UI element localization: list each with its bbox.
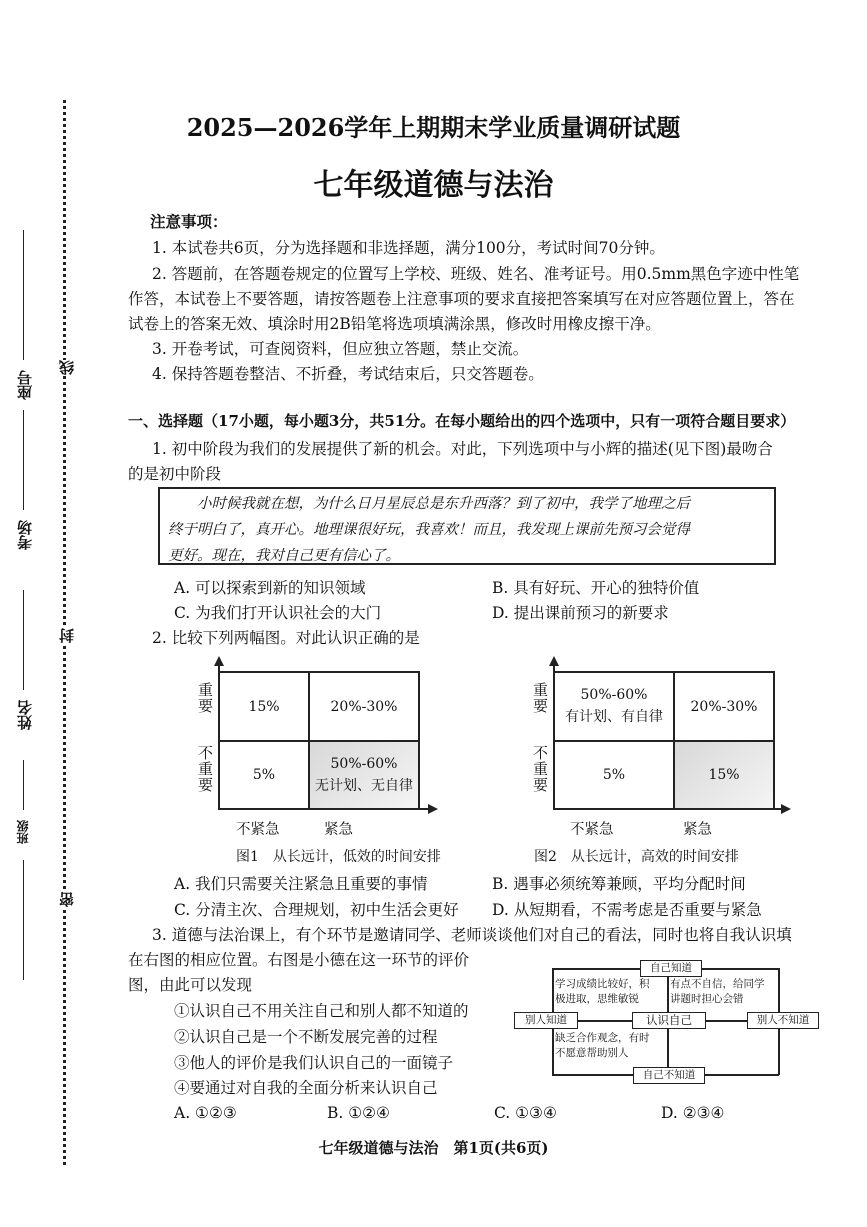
q3-stem: 3. 道德与法治课上，有个环节是邀请同学、老师谈谈他们对自己的看法，同时也将自我认识填 bbox=[152, 926, 792, 944]
fig1-y-label-unimportant: 不重要 bbox=[196, 745, 214, 793]
fig2-x-label-urgent: 紧急 bbox=[683, 822, 712, 838]
johari-text: 有点不自信，给同学 bbox=[670, 978, 765, 990]
fig2-y-label-unimportant: 不重要 bbox=[531, 745, 549, 793]
notice-heading: 注意事项： bbox=[150, 212, 228, 231]
name-label: 姓名 bbox=[16, 700, 34, 730]
fig1-matrix bbox=[218, 671, 420, 810]
fig2-cell: 5% bbox=[554, 741, 674, 809]
fig2-x-arrow bbox=[781, 804, 791, 814]
q3-statement-1: ①认识自己不用关注自己和别人都不知道的 bbox=[174, 1002, 469, 1020]
q3-statement-3: ③他人的评价是我们认识自己的一面镜子 bbox=[174, 1054, 454, 1072]
q3-stem-cont: 图，由此可以发现 bbox=[128, 976, 253, 994]
fig1-cell-text: 无计划、无自律 bbox=[315, 777, 413, 794]
fig2-cell-text: 50%-60% bbox=[580, 687, 648, 703]
page-footer: 七年级道德与法治 第1页(共6页) bbox=[318, 1139, 549, 1157]
seat-label: 座号 bbox=[16, 370, 34, 400]
q3-statement-4: ④要通过对自我的全面分析来认识自己 bbox=[174, 1079, 438, 1097]
notice-item: 3. 开卷考试，可查阅资料，但应独立答题，禁止交流。 bbox=[152, 340, 529, 358]
q1-option-d[interactable]: D. 提出课前预习的新要求 bbox=[492, 604, 669, 622]
notice-item: 4. 保持答题卷整洁、不折叠，考试结束后，只交答题卷。 bbox=[152, 365, 544, 383]
class-label: 班级 bbox=[16, 820, 30, 844]
johari-text: 讲题时担心会错 bbox=[670, 993, 744, 1005]
subject-title: 七年级道德与法治 bbox=[313, 168, 554, 203]
fig1-caption: 图1 从长远计，低效的时间安排 bbox=[236, 849, 441, 865]
johari-text: 缺乏合作观念，有时 bbox=[555, 1032, 650, 1044]
q1-quote-line: 小时候我就在想，为什么日月星辰总是东升西落？到了初中，我学了地理之后 bbox=[197, 496, 690, 512]
fig1-x-label-urgent: 紧急 bbox=[324, 822, 353, 838]
fig2-caption: 图2 从长远计，高效的时间安排 bbox=[534, 849, 739, 865]
fig1-cell-shaded bbox=[309, 741, 419, 809]
fig1-cell: 15% bbox=[219, 672, 309, 741]
secret-char: 密 bbox=[58, 892, 76, 907]
fig1-cell-text: 50%-60% bbox=[330, 755, 398, 772]
johari-quadrant-blind bbox=[670, 977, 776, 1007]
q2-option-d[interactable]: D. 从短期看，不需考虑是否重要与紧急 bbox=[492, 901, 762, 919]
q2-option-c[interactable]: C. 分清主次、合理规划，初中生活会更好 bbox=[174, 901, 459, 919]
fig1-cell: 5% bbox=[219, 741, 309, 809]
q3-option-c[interactable]: C. ①③④ bbox=[494, 1104, 557, 1122]
q1-stem-cont: 的是初中阶段 bbox=[128, 465, 222, 483]
q1-option-c[interactable]: C. 为我们打开认识社会的大门 bbox=[174, 604, 382, 622]
fig2-x-label-not-urgent: 不紧急 bbox=[570, 822, 614, 838]
johari-text: 学习成绩比较好，积 bbox=[555, 978, 650, 990]
q3-option-a[interactable]: A. ①②③ bbox=[174, 1104, 237, 1122]
q1-option-a[interactable]: A. 可以探索到新的知识领域 bbox=[174, 579, 366, 597]
notice-item: 试卷上的答案无效、填涂时用2B铅笔将选项填满涂黑，修改时用橡皮擦干净。 bbox=[128, 315, 661, 333]
q2-option-b[interactable]: B. 遇事必须统筹兼顾，平均分配时间 bbox=[492, 875, 746, 893]
q3-statement-2: ②认识自己是一个不断发展完善的过程 bbox=[174, 1028, 438, 1046]
exam-title: 2025—2026学年上期期末学业质量调研试题 bbox=[186, 113, 681, 142]
q3-option-b[interactable]: B. ①②④ bbox=[327, 1104, 390, 1122]
fig2-cell: 20%-30% bbox=[674, 672, 774, 741]
q1-quote-box bbox=[158, 487, 776, 565]
seal-char: 封 bbox=[58, 628, 76, 643]
johari-label-others-known: 别人知道 bbox=[514, 1012, 578, 1029]
school-write-line bbox=[23, 860, 24, 980]
fig1-y-label-important: 重要 bbox=[196, 682, 214, 714]
q3-stem-cont: 在右图的相应位置。右图是小德在这一环节的评价 bbox=[128, 951, 470, 969]
q2-stem: 2. 比较下列两幅图。对此认识正确的是 bbox=[152, 629, 420, 647]
notice-item: 作答，本试卷上不要答题，请按答题卷上注意事项的要求直接把答案填写在对应答题位置上，答在 bbox=[128, 290, 795, 308]
q1-stem: 1. 初中阶段为我们的发展提供了新的机会。对此，下列选项中与小辉的描述(见下图)最吻合 bbox=[152, 440, 773, 458]
q3-option-d[interactable]: D. ②③④ bbox=[661, 1104, 725, 1122]
q1-quote-line: 终于明白了，真开心。地理课很好玩，我喜欢！而且，我发现上课前先预习会觉得 bbox=[168, 522, 690, 538]
fig2-cell-shaded: 15% bbox=[674, 741, 774, 809]
johari-text: 极进取，思维敏锐 bbox=[555, 993, 639, 1005]
fig2-cell bbox=[554, 672, 674, 741]
q2-option-a[interactable]: A. 我们只需要关注紧急且重要的事情 bbox=[174, 875, 428, 893]
johari-text: 不愿意帮助别人 bbox=[555, 1047, 629, 1059]
room-write-line bbox=[23, 410, 24, 510]
fig2-matrix bbox=[553, 671, 775, 810]
fig2-y-label-important: 重要 bbox=[531, 682, 549, 714]
fig2-cell-text: 有计划、有自律 bbox=[565, 709, 663, 725]
q1-quote-line: 更好。现在，我对自己更有信心了。 bbox=[168, 548, 400, 564]
johari-quadrant-open bbox=[555, 977, 663, 1007]
notice-item: 1. 本试卷共6页，分为选择题和非选择题，满分100分，考试时间70分钟。 bbox=[152, 239, 665, 257]
fig1-x-arrow bbox=[428, 804, 438, 814]
johari-label-others-unknown: 别人不知道 bbox=[747, 1012, 819, 1029]
notice-item: 2. 答题前，在答题卷规定的位置写上学校、班级、姓名、准考证号。用0.5mm黑色字迹中性笔 bbox=[152, 265, 800, 283]
johari-quadrant-hidden bbox=[555, 1031, 665, 1061]
seat-write-line bbox=[23, 230, 24, 360]
fig1-cell: 20%-30% bbox=[309, 672, 419, 741]
room-label: 考场 bbox=[16, 520, 34, 550]
johari-label-self-known: 自己知道 bbox=[640, 960, 702, 977]
class-write-line bbox=[23, 760, 24, 810]
section-heading: 一、选择题（17小题，每小题3分，共51分。在每小题给出的四个选项中，只有一项符合题目要求） bbox=[128, 412, 796, 430]
johari-label-self-unknown: 自己不知道 bbox=[633, 1067, 705, 1084]
q1-option-b[interactable]: B. 具有好玩、开心的独特价值 bbox=[492, 579, 700, 597]
cut-line-char: 线 bbox=[58, 360, 76, 375]
johari-center: 认识自己 bbox=[632, 1012, 706, 1029]
fig1-x-label-not-urgent: 不紧急 bbox=[236, 822, 280, 838]
name-write-line bbox=[23, 590, 24, 690]
